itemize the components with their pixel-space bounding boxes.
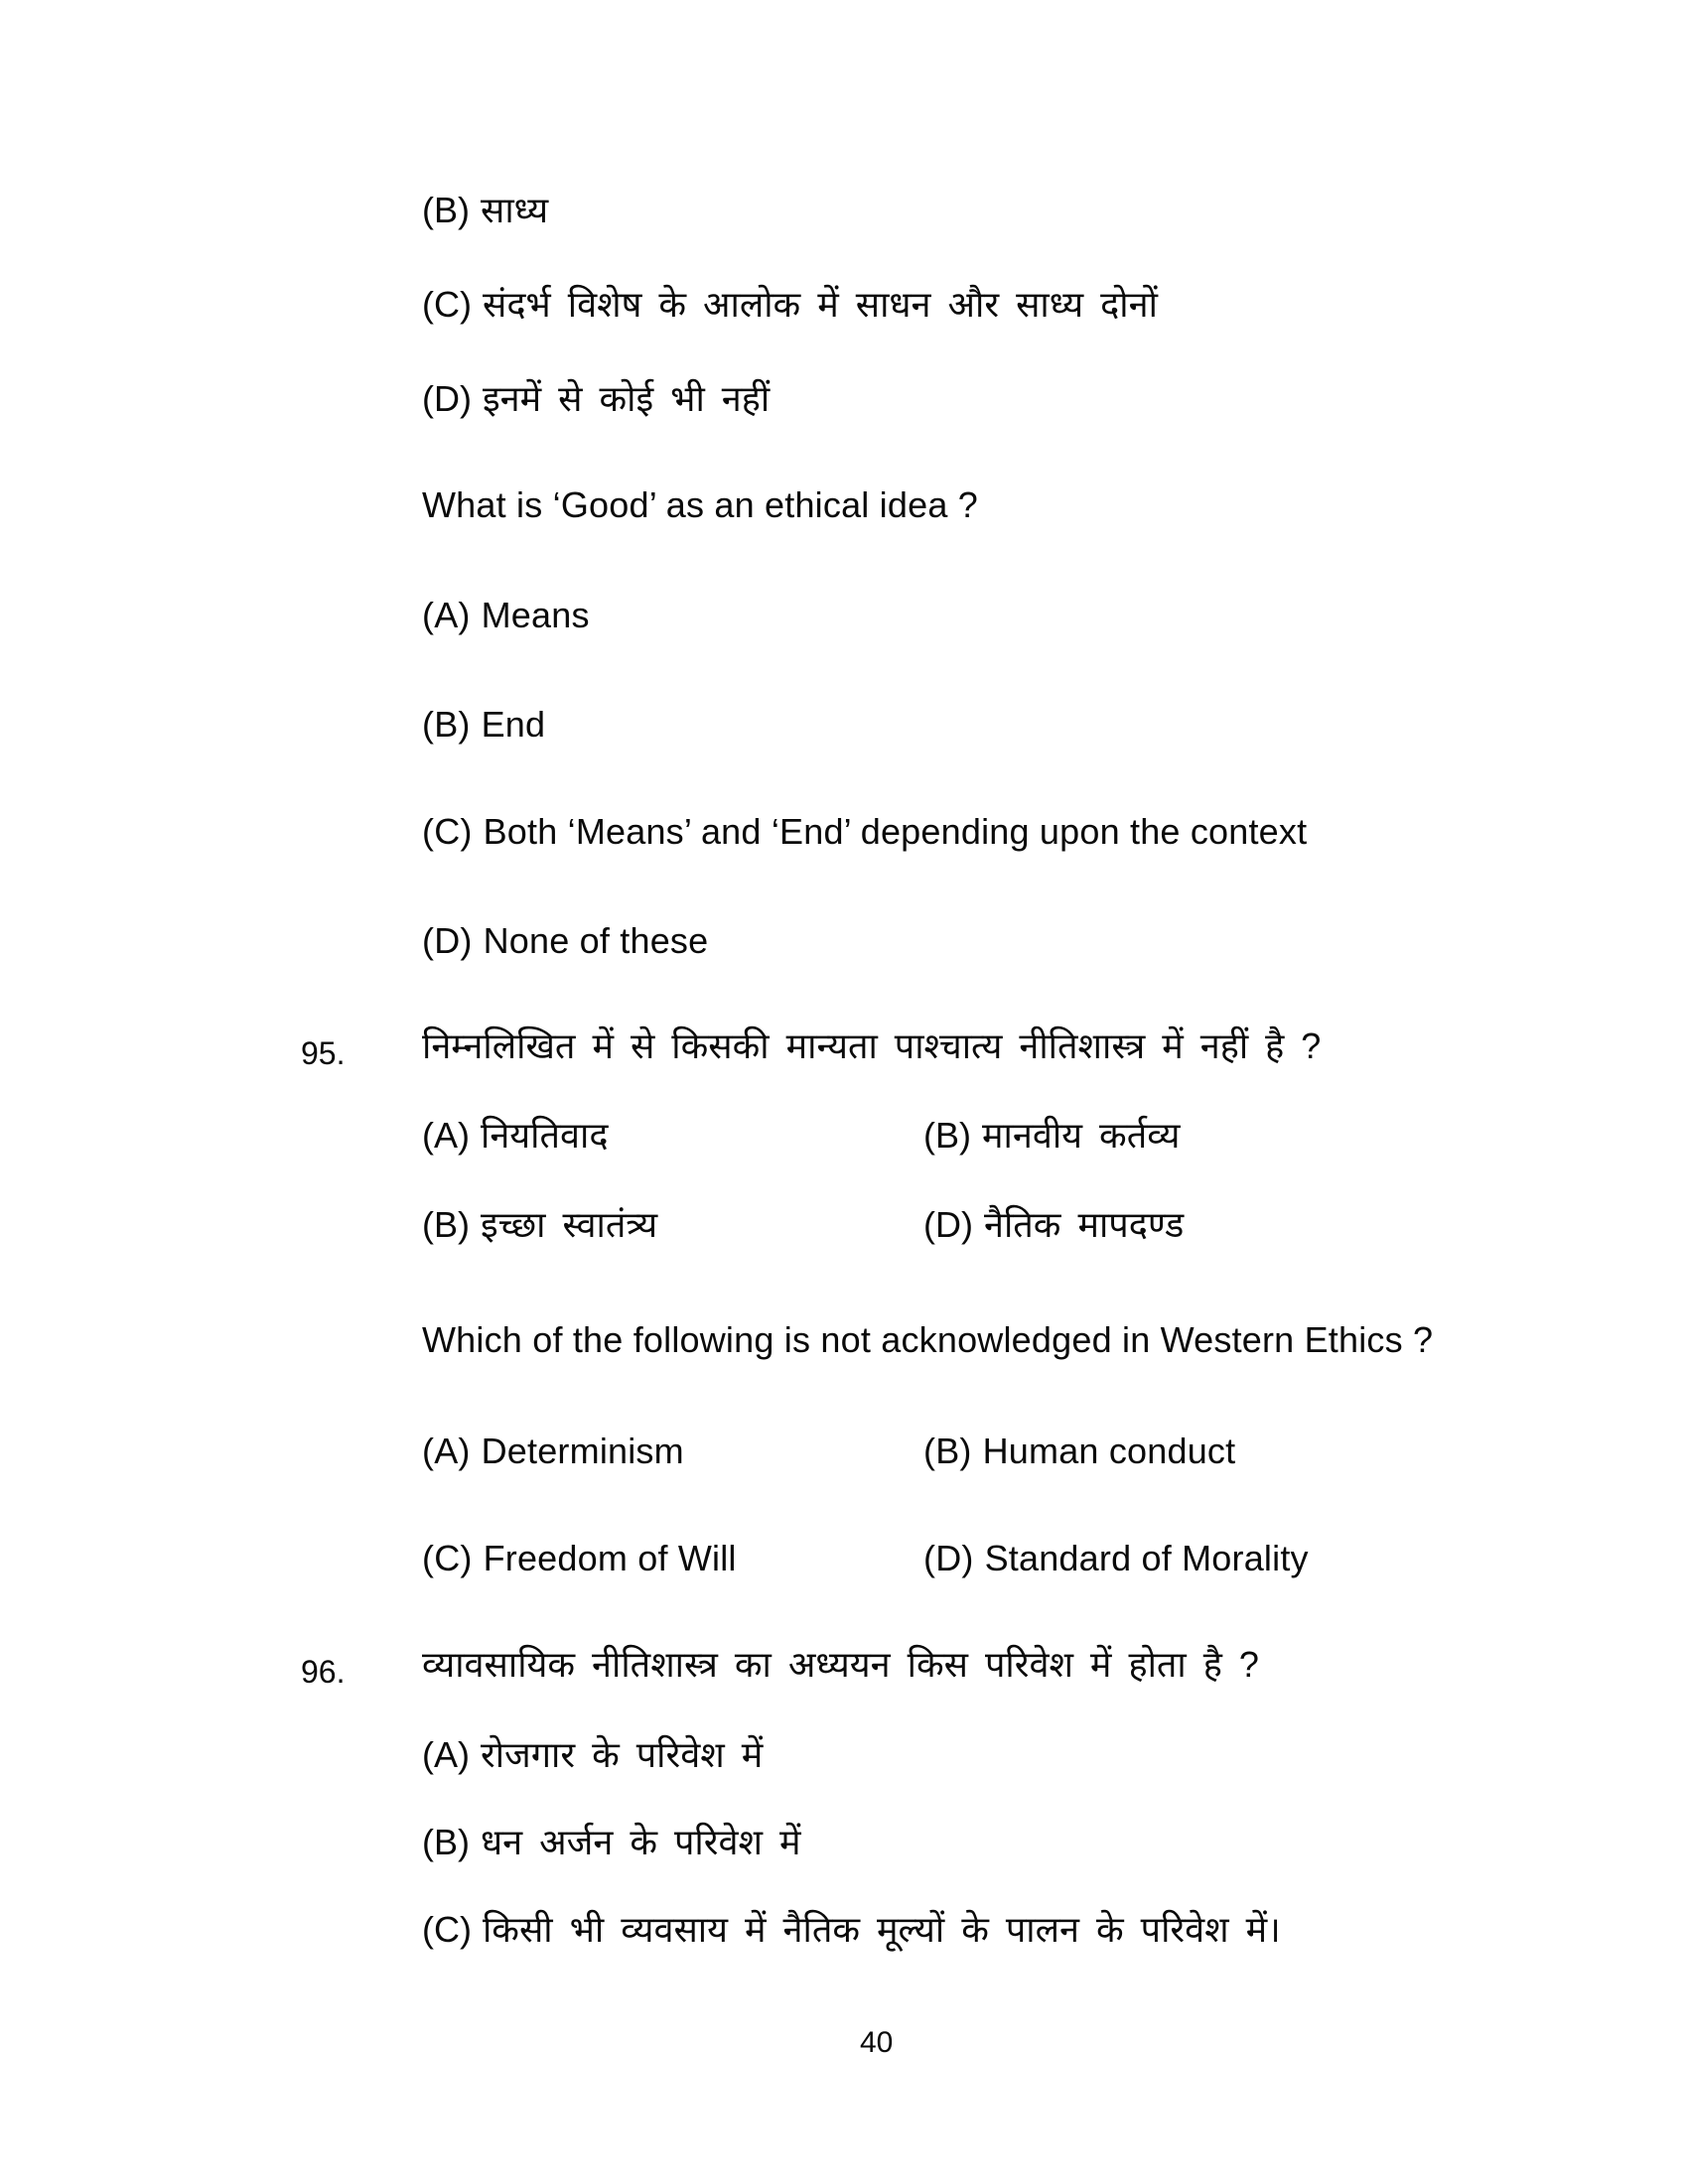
option-text: इच्छा स्वातंत्र्य [481,1204,658,1245]
option-label: (C) [422,284,472,325]
option-label: (D) [923,1538,974,1578]
option-row [422,594,590,636]
option-text: मानवीय कर्तव्य [982,1115,1181,1156]
option-label: (A) [422,1431,471,1471]
option-row [422,189,548,231]
option-label: (B) [422,1822,470,1862]
option-row [422,1114,608,1157]
option-label: (A) [422,1115,470,1156]
option-text: End [481,704,546,745]
option-row [923,1203,1184,1246]
option-text: नियतिवाद [481,1115,609,1156]
option-text: किसी भी व्यवसाय में नैतिक मूल्यों के पालन के परिवेश में। [482,1909,1281,1950]
option-text: Means [481,595,590,635]
option-label: (D) [422,920,473,961]
option-row [923,1537,1309,1579]
question-number: 95. [301,1035,346,1071]
option-text: None of these [483,920,709,961]
option-text: रोजगार के परिवेश में [481,1734,764,1775]
option-text: साध्य [481,190,549,230]
option-row [422,1821,801,1863]
option-label: (B) [923,1115,971,1156]
option-text: नैतिक मापदण्ड [983,1204,1185,1245]
option-text: धन अर्जन के परिवेश में [481,1822,801,1862]
option-label: (A) [422,595,471,635]
option-text: संदर्भ विशेष के आलोक में साधन और साध्य दोनों [482,284,1158,325]
option-label: (B) [923,1431,972,1471]
option-label: (A) [422,1734,470,1775]
question-text: What is ‘Good’ as an ethical idea ? [422,484,978,525]
option-label: (B) [422,704,471,745]
option-row [422,703,545,746]
option-label: (D) [923,1204,973,1245]
question-text: व्यावसायिक नीतिशास्त्र का अध्ययन किस परिवेश में होता है ? [422,1644,1259,1685]
question-text: Which of the following is not acknowledged in Western Ethics ? [422,1319,1434,1360]
option-label: (C) [422,811,473,852]
option-text: Both ‘Means’ and ‘End’ depending upon the context [483,811,1308,852]
page-number: 40 [860,2026,894,2059]
option-label: (B) [422,1204,470,1245]
option-text: इनमें से कोई भी नहीं [482,378,771,419]
option-label: (D) [422,378,472,419]
question-number: 96. [301,1654,346,1690]
option-label: (C) [422,1538,473,1578]
option-row [422,1537,737,1579]
option-row [422,1908,1281,1951]
option-row [422,283,1158,326]
option-label: (C) [422,1909,472,1950]
option-text: Standard of Morality [984,1538,1309,1578]
option-text: Human conduct [982,1431,1236,1471]
option-row [923,1430,1235,1472]
option-text: Determinism [481,1431,684,1471]
option-row [923,1114,1180,1157]
option-row [422,1733,763,1776]
option-row [422,1430,684,1472]
option-label: (B) [422,190,470,230]
option-row [422,377,770,420]
option-text: Freedom of Will [483,1538,737,1578]
option-row [422,1203,657,1246]
option-row [422,919,708,962]
question-text: निम्नलिखित में से किसकी मान्यता पाश्चात्य नीतिशास्त्र में नहीं है ? [422,1025,1322,1066]
option-row [422,810,1307,853]
